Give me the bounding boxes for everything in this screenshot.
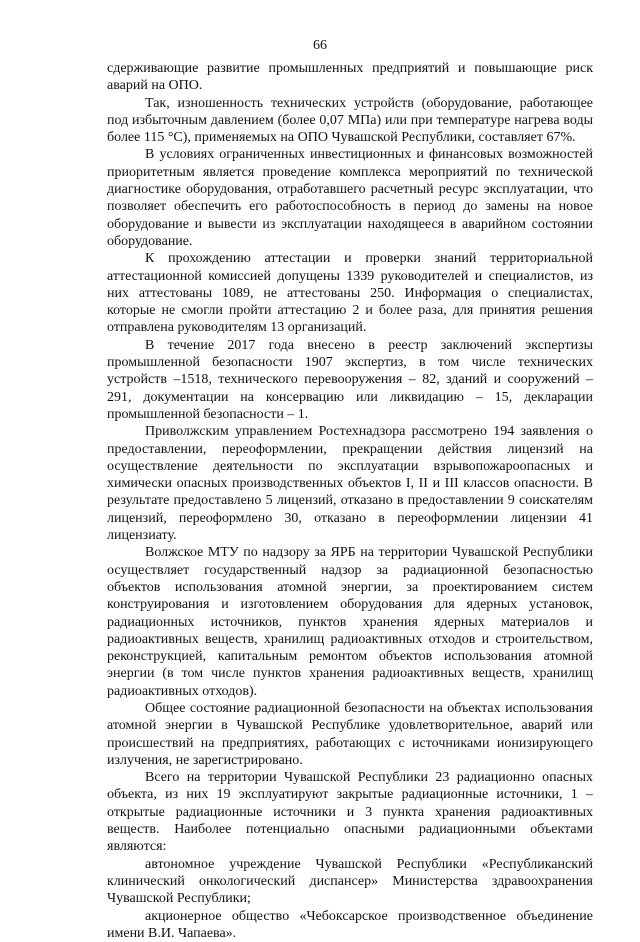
paragraph-chapaev-association: акционерное общество «Чебоксарское производственное объединение имени В.И. Чапаева». [107,908,593,941]
paragraph-licensing: Приволжским управлением Ростехнадзора рассмотрено 194 заявления о предоставлении, переоформлении, прекращении действия лицензий на осуществление деятельности по эксплуатации взрывопожароопасных и химически опасных производственных объектов I, II и III классов опасности. В результате предоставлено 5 лицензий, отказано в предоставлении 9 соискателям лицензий, переоформлено 30, отказано в переоформлении лицензии 41 лицензиату. [107,424,593,544]
paragraph-nuclear-supervision: Волжское МТУ по надзору за ЯРБ на территории Чувашской Республики осуществляет государственный надзор за радиационной безопасностью объектов использования атомной энергии, за проектированием систем конструирования и изготовлением оборудования для ядерных установок, радиационных источников, пунктов хранения ядерных материалов и радиоактивных веществ, хранилищ радиоактивных отходов и строительством, реконструкцией, капитальным ремонтом объектов использования атомной энергии (в том числе пунктов хранения радиоактивных веществ, хранилищ радиоактивных отходов). [107,545,593,699]
paragraph-diagnostics: В условиях ограниченных инвестиционных и финансовых возможностей приоритетным является проведение комплекса мероприятий по технической диагностике оборудования, отработавшего расчетный ресурс эксплуатации, что позволяет обеспечить его работоспособность в период до замены на новое оборудование и вывести из эксплуатации находящееся в аварийном состоянии оборудование. [107,147,593,249]
document-body [107,60,593,942]
paragraph-expertise-registry: В течение 2017 года внесено в реестр заключений экспертизы промышленной безопасности 1907 экспертиз, в том числе технических устройств –1518, технического перевооружения – 82, зданий и сооружений – 291, документации на консервацию или ликвидацию – 15, декларации промышленной безопасности – 1. [107,337,593,422]
paragraph-attestation: К прохождению аттестации и проверки знаний территориальной аттестационной комиссией допущены 1339 руководителей и специалистов, из них аттестованы 1089, не аттестованы 250. Информация о специалистах, которые не смогли пройти аттестацию 2 и более раза, для принятия решения отправлена руководителям 13 организаций. [107,251,593,336]
paragraph-radiation-objects: Всего на территории Чувашской Республики 23 радиационно опасных объекта, из них 19 эксплуатируют закрытые радиационные источники, 1 – открытые радиационные источники и 3 пункта хранения радиоактивных веществ. Наиболее потенциально опасными радиационными объектами являются: [107,770,593,855]
paragraph-oncology-dispensary: автономное учреждение Чувашской Республики «Республиканский клинический онкологический диспансер» Министерства здравоохранения Чувашской Республики; [107,856,593,907]
paragraph-equipment-wear: Так, изношенность технических устройств (оборудование, работающее под избыточным давлением (более 0,07 МПа) или при температуре нагрева воды более 115 °С), применяемых на ОПО Чувашской Республики, составляет 67%. [107,95,593,146]
page-number: 66 [313,38,327,53]
paragraph-radiation-safety-state: Общее состояние радиационной безопасности на объектах использования атомной энергии в Чувашской Республике удовлетворительное, аварий или происшествий на предприятиях, работающих с источниками ионизирующего излучения, не зарегистрировано. [107,700,593,768]
paragraph-continuation: сдерживающие развитие промышленных предприятий и повышающие риск аварий на ОПО. [107,61,593,94]
